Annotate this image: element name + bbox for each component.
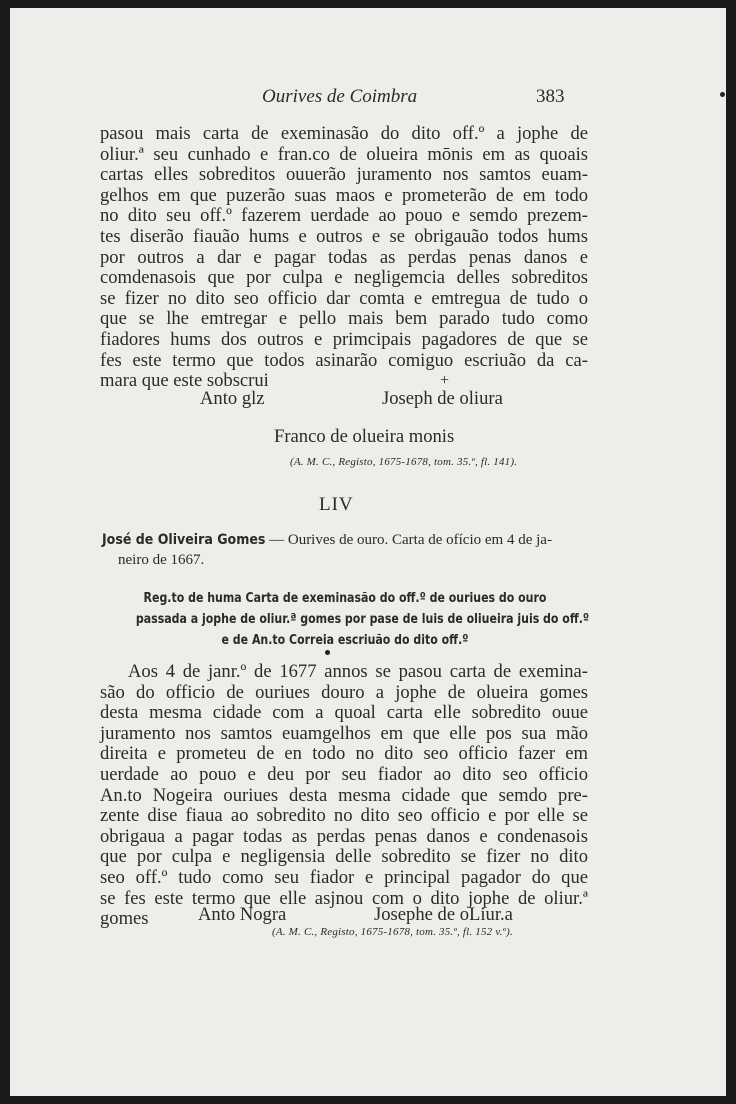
paragraph-carta-gomes: [100, 662, 588, 930]
text-line: seo off.º tudo como seu fiador e principal pagador do que: [100, 866, 588, 888]
heading-line: passada a jophe de oliur.ª gomes por pase de luis de oliueira juis do off.º: [135, 612, 590, 627]
document-page: [10, 8, 726, 1096]
text-line: por outros a dar e pagar todas as perdas penas danos e: [100, 246, 588, 268]
entry-description: — Ourives de ouro. Carta de ofício em 4 de ja-: [265, 532, 552, 548]
running-header-title: Ourives de Coimbra: [262, 86, 418, 107]
text-line: fiadores hums dos outros e primcipais pagadores de que se: [100, 328, 588, 350]
text-line: gomes: [100, 908, 149, 930]
text-line: direita e prometeu de en todo no dito seo officio fazer em: [100, 743, 588, 765]
entry-summary: [102, 530, 588, 570]
text-line: se fes este termo que elle asjnou com o dito jophe de oliur.ª: [100, 887, 588, 909]
text-line: que por culpa e negligensia delle sobredito se fizer no dito: [100, 846, 588, 868]
paragraph-carta-oliueira: [100, 124, 588, 392]
text-line: se fizer no dito seo officio dar comta e emtregua de tudo o: [100, 287, 588, 309]
section-number: LIV: [319, 494, 354, 515]
citation-archive-141: (A. M. C., Registo, 1675-1678, tom. 35.º, fl. 141).: [290, 456, 518, 468]
entry-name: José de Oliveira Gomes: [102, 532, 266, 548]
signature-franco-monis: Franco de olueira monis: [274, 426, 455, 447]
text-line: uerdade ao pouo e deu por seu fiador ao dito seo officio: [100, 763, 588, 785]
text-line: Aos 4 de janr.º de 1677 annos se pasou carta de exemina-: [128, 661, 588, 682]
signature-anto-nogra: Anto Nogra: [198, 904, 287, 925]
text-line: mara que este sobscrui: [100, 370, 269, 392]
text-line: cartas elles sobreditos ouuerão juramento nos samtos euam-: [100, 164, 588, 186]
text-line: que se lhe emtregar e pello mais bem parado tudo como: [100, 308, 588, 330]
ink-dot: [720, 92, 725, 97]
cross-mark: +: [440, 372, 450, 389]
text-line: oliur.ª seu cunhado e fran.co de olueira mōnis em as quoais: [100, 143, 588, 165]
text-line: são do officio de ouriues douro a jophe de olueira gomes: [100, 681, 588, 703]
register-heading: [135, 588, 590, 651]
text-line: desta mesma cidade com a quoal carta elle sobredito ouue: [100, 702, 588, 724]
signature-anto-glz: Anto glz: [200, 388, 265, 409]
text-line: zente dise fiaua ao sobredito no dito seo officio e por elle se: [100, 805, 588, 827]
entry-date: neiro de 1667.: [118, 552, 205, 568]
signature-joseph-oliura: Joseph de oliura: [382, 388, 503, 409]
text-line: obrigaua a pagar todas as perdas penas danos e condenasois: [100, 825, 588, 847]
text-line: An.to Nogeira ouriues desta mesma cidade que semdo pre-: [100, 784, 588, 806]
heading-line: e de An.to Correia escriuão do dito off.º: [221, 633, 469, 648]
ink-dot: [325, 650, 330, 655]
signature-josephe-oliur: Josephe de oLiur.a: [374, 904, 513, 925]
text-line: tes diserão fiauão hums e outros e se obrigauão todos hums: [100, 225, 588, 247]
text-line: comdenasois que por culpa e negligemcia delles sobreditos: [100, 267, 588, 289]
page-number: 383: [536, 86, 565, 107]
heading-line: Reg.to de huma Carta de exeminasão do off.º de ouriues do ouro: [143, 591, 547, 606]
text-line: fes este termo que todos asinarão comiguo escriuão da ca-: [100, 349, 588, 371]
citation-archive-152: (A. M. C., Registo, 1675-1678, tom. 35.º, fl. 152 v.º).: [272, 926, 513, 938]
text-line: pasou mais carta de exeminasão do dito off.º a jophe de: [100, 123, 588, 144]
text-line: juramento nos samtos euamgelhos em que elle pos sua mão: [100, 722, 588, 744]
text-line: no dito seu off.º fazerem uerdade ao pouo e semdo prezem-: [100, 205, 588, 227]
text-line: gelhos em que puzerão suas maos e prometerão de em todo: [100, 184, 588, 206]
